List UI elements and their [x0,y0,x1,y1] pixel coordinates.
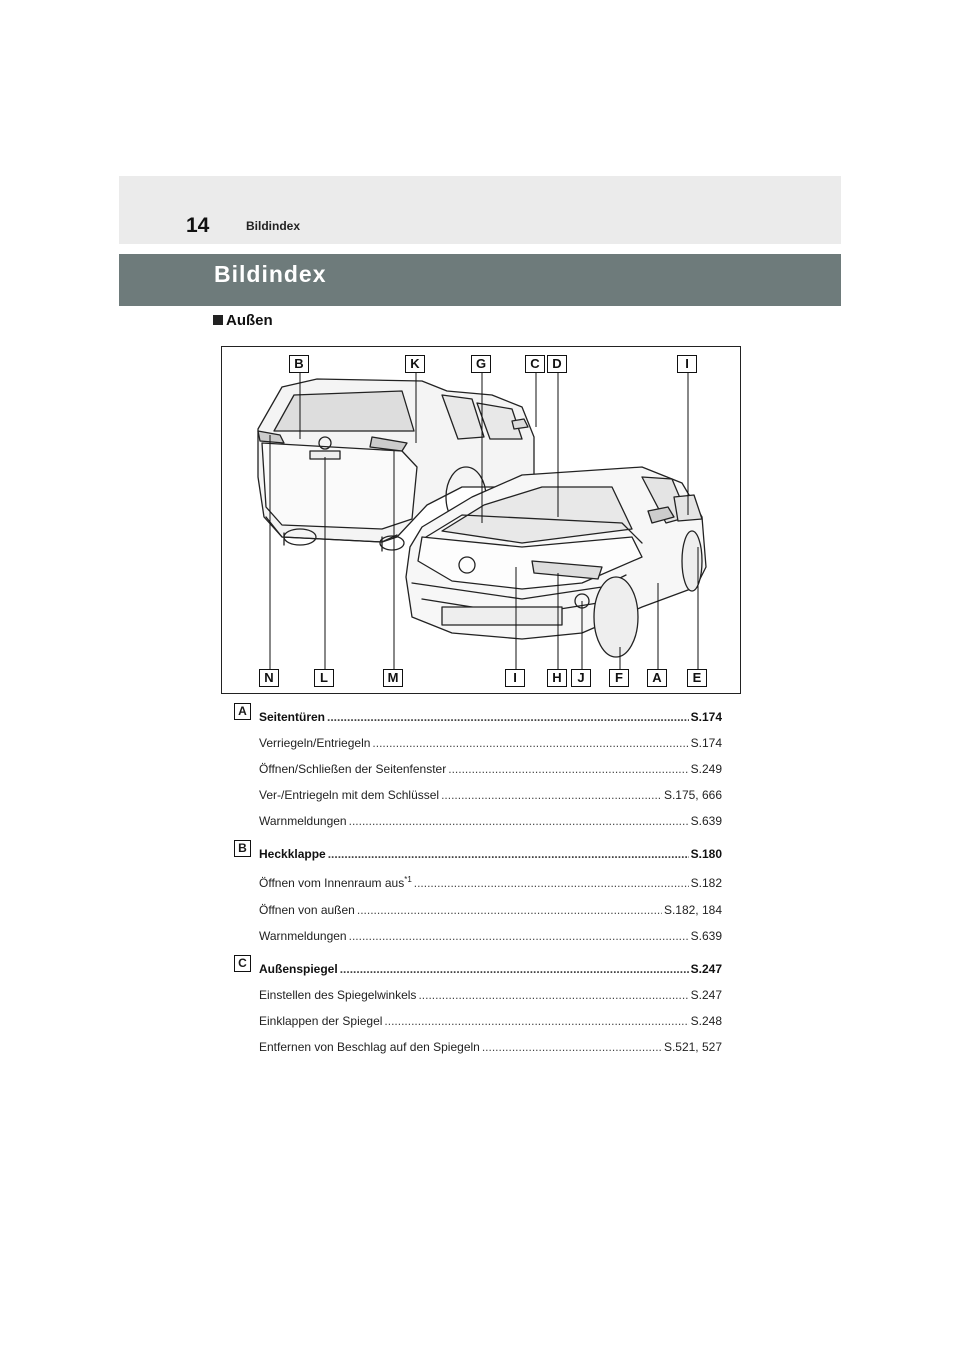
index-entry[interactable]: Heckklappe ..... S.180 [259,847,722,861]
index-entry[interactable]: Öffnen vom Innenraum aus$^{*1}$ ..... S.182 [259,876,722,890]
footnote-mark: *1 [404,876,412,884]
index-entry[interactable]: Warnmeldungen ..... S.639 [259,929,722,943]
callout-label-bottom: I [505,669,525,687]
page-ref: S.247 [690,962,722,976]
index-entry[interactable]: Ver-/Entriegeln mit dem Schlüssel ..... S.175, 666 [259,788,722,802]
callout-label-top: I [677,355,697,373]
index-entry[interactable]: Öffnen von außen ..... S.182, 184 [259,903,722,917]
page-ref: S.182 [690,876,722,890]
index-entry[interactable]: Öffnen/Schließen der Seitenfenster ..... S.249 [259,762,722,776]
callout-label-bottom: J [571,669,591,687]
callout-label-bottom: F [609,669,629,687]
page-ref: S.249 [690,762,722,776]
callout-label-bottom: M [383,669,403,687]
page-ref: S.180 [690,847,722,861]
callout-label-top: D [547,355,567,373]
callout-label-top: K [405,355,425,373]
page-ref: S.175, 666 [663,788,722,802]
header-band [119,176,841,244]
page-number: 14 [186,214,210,237]
page-ref: S.639 [690,814,722,828]
index-entry[interactable]: Verriegeln/Entriegeln ..... S.174 [259,736,722,750]
entry-marker: A [234,703,251,720]
callout-label-bottom: H [547,669,567,687]
callout-label-top: B [289,355,309,373]
vehicle-diagram [221,346,741,694]
page-ref: S.247 [690,988,722,1002]
page-ref: S.174 [690,736,722,750]
page-ref: S.182, 184 [663,903,722,917]
entry-marker: B [234,840,251,857]
callout-label-top: G [471,355,491,373]
running-title: Bildindex [246,219,301,233]
page-title: Bildindex [214,261,327,287]
callout-label-bottom: A [647,669,667,687]
index-entry[interactable]: Außenspiegel ..... S.247 [259,962,722,976]
section-label: Außen [226,312,273,329]
index-entry[interactable]: Einklappen der Spiegel ..... S.248 [259,1014,722,1028]
entry-marker: C [234,955,251,972]
page-ref: S.248 [690,1014,722,1028]
index-entry[interactable]: Einstellen des Spiegelwinkels ..... S.247 [259,988,722,1002]
page-ref: S.521, 527 [663,1040,722,1054]
section-heading [213,312,273,329]
callout-label-bottom: L [314,669,334,687]
index-entry[interactable]: Warnmeldungen ..... S.639 [259,814,722,828]
square-bullet-icon [213,315,223,325]
callout-label-top: C [525,355,545,373]
index-entry[interactable]: Seitentüren ..... S.174 [259,710,722,724]
callout-label-bottom: E [687,669,707,687]
index-entry[interactable]: Entfernen von Beschlag auf den Spiegeln ..... S.521, 527 [259,1040,722,1054]
title-band [119,254,841,306]
page-ref: S.639 [690,929,722,943]
page-ref: S.174 [690,710,722,724]
callout-label-bottom: N [259,669,279,687]
vehicle-illustration [222,347,740,693]
